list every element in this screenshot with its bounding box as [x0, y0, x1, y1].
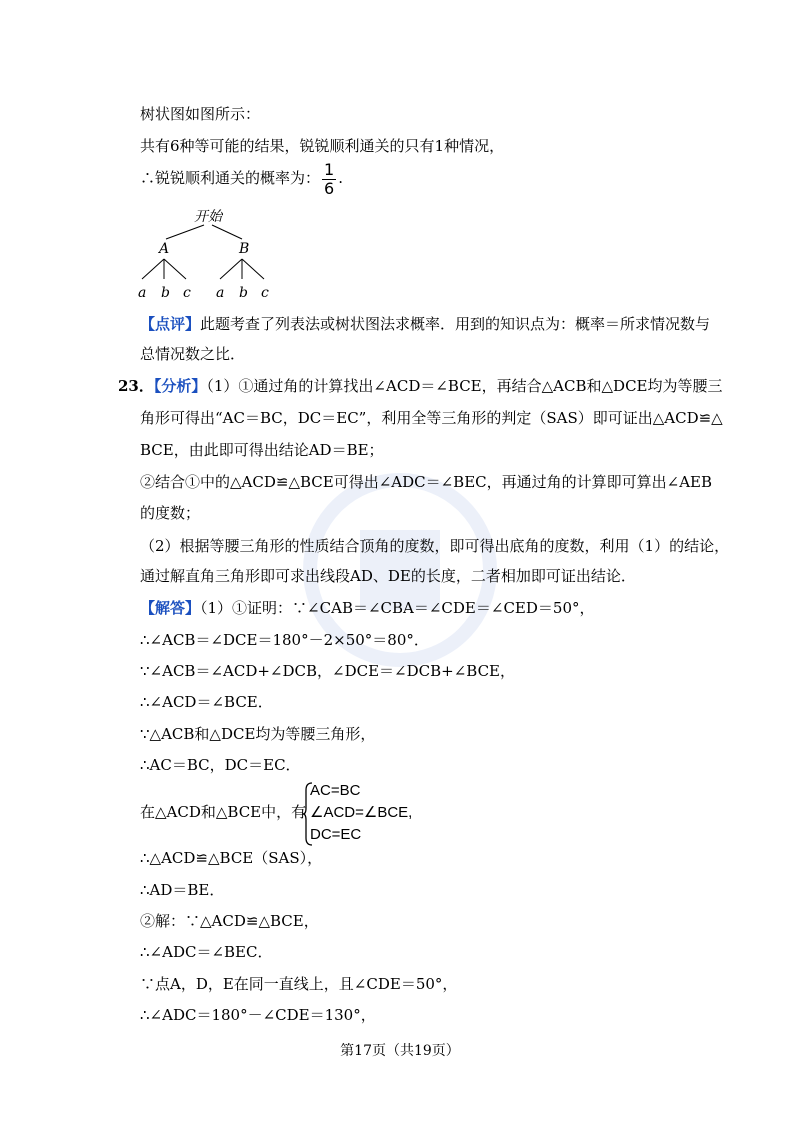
jieda-line-9: ∴AD＝BE．	[140, 881, 225, 899]
jieda-line-8: ∴△ACD≌△BCE（SAS），	[140, 849, 323, 867]
tree-diagram	[130, 205, 290, 301]
jieda-text: （1）①证明：∵∠CAB＝∠CBA＝∠CDE＝∠CED＝50°，	[200, 599, 595, 617]
dianping-text: 此题考查了列表法或树状图法求概率．用到的知识点为：概率＝所求情况数与	[200, 315, 711, 333]
dianping-line-2: 总情况数之比．	[140, 345, 246, 363]
tree-leaf: b	[161, 285, 170, 301]
equation-system	[310, 780, 412, 846]
fenxi-text: （1）①通过角的计算找出∠ACD＝∠BCE，再结合△ACB和△DCE均为等腰三	[206, 377, 723, 395]
system-row-3: DC=EC	[310, 826, 362, 843]
tree-edge	[220, 259, 242, 279]
system-row-2: ∠ACD=∠BCE,	[310, 804, 413, 821]
tree-leaf: a	[216, 285, 225, 301]
jieda-line-11: ∴∠ADC＝∠BEC．	[140, 943, 273, 961]
jieda-line-12: ∵点A，D，E在同一直线上，且∠CDE＝50°，	[140, 975, 458, 993]
jieda-line-2: ∴∠ACB＝∠DCE＝180°－2×50°＝80°．	[140, 631, 429, 649]
tree-node-b: B	[239, 241, 250, 257]
jieda-line-5: ∵△ACB和△DCE均为等腰三角形，	[140, 725, 376, 743]
question-number: 23．	[118, 377, 154, 395]
tree-leaf: b	[239, 285, 248, 301]
probability-line	[140, 160, 343, 196]
dianping-tag: 【点评】	[140, 315, 201, 333]
fraction-numerator: 1	[324, 159, 335, 179]
tree-edge	[242, 259, 264, 279]
jieda-line-7: 在△ACD和△BCE中，有	[140, 803, 307, 821]
tree-leaf: c	[261, 285, 269, 301]
fenxi-line-7: 通过解直角三角形即可求出线段AD、DE的长度，二者相加即可证出结论．	[140, 567, 636, 585]
tree-edge	[166, 225, 204, 239]
fenxi-line-1	[118, 376, 723, 396]
page-footer: 第17页（共19页）	[340, 1043, 460, 1059]
jieda-line-13: ∴∠ADC＝180°－∠CDE＝130°，	[140, 1006, 376, 1024]
probability-fraction	[322, 161, 336, 198]
probability-suffix: .	[338, 169, 343, 187]
dianping-line-1	[140, 314, 710, 334]
system-row-1: AC=BC	[310, 782, 361, 799]
tree-leaf: a	[138, 285, 147, 301]
fenxi-tag: 【分析】	[153, 377, 207, 395]
fenxi-line-2: 角形可得出“AC＝BC，DC＝EC”，利用全等三角形的判定（SAS）即可证出△ACD≌△	[140, 409, 723, 427]
fenxi-line-5: 的度数；	[140, 504, 201, 522]
jieda-line-6: ∴AC＝BC，DC＝EC．	[140, 756, 301, 774]
fenxi-line-3: BCE，由此即可得出结论AD＝BE；	[140, 441, 384, 459]
jieda-line-1	[140, 598, 595, 618]
probability-prefix: ∴锐锐顺利通关的概率为：	[140, 169, 321, 187]
fenxi-line-6: （2）根据等腰三角形的性质结合顶角的度数，即可得出底角的度数，利用（1）的结论，	[140, 537, 730, 555]
jieda-line-4: ∴∠ACD＝∠BCE．	[140, 693, 273, 711]
tree-root-label: 开始	[194, 209, 222, 225]
text-line-2: 共有6种等可能的结果，锐锐顺利通关的只有1种情况，	[140, 137, 505, 155]
jieda-line-10: ②解：∵△ACD≌△BCE，	[140, 912, 319, 930]
jieda-tag: 【解答】	[140, 599, 201, 617]
tree-edge	[212, 225, 242, 239]
tree-node-a: A	[159, 241, 170, 257]
fenxi-line-4: ②结合①中的△ACD≌△BCE可得出∠ADC＝∠BEC，再通过角的计算即可算出∠AEB	[140, 473, 713, 491]
tree-edge	[164, 259, 186, 279]
fraction-denominator: 6	[324, 178, 335, 198]
jieda-line-3: ∵∠ACB＝∠ACD+∠DCB，∠DCE＝∠DCB+∠BCE，	[140, 662, 515, 680]
tree-edge	[142, 259, 164, 279]
text-line-1: 树状图如图所示：	[140, 105, 261, 123]
tree-leaf: c	[183, 285, 191, 301]
